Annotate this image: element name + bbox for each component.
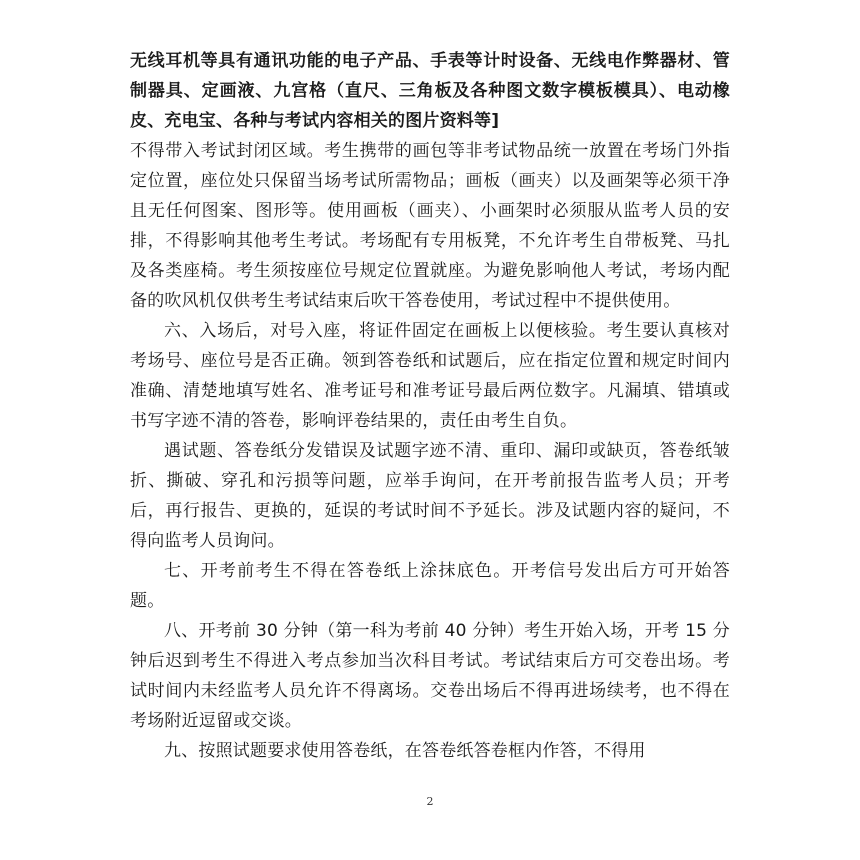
page-number: 2 [426,795,434,808]
prohibited-items-paragraph: 无线耳机等具有通讯功能的电子产品、手表等计时设备、无线电作弊器材、管制器具、定画液、九宫格（直尺、三角板及各种图文数字模板模具）、电动橡皮、充电宝、各种与考试内容相关的图片资料等] [130,51,730,131]
paragraph-section-9: 九、按照试题要求使用答卷纸，在答卷纸答卷框内作答，不得用 [164,741,646,761]
paragraph-section-8: 八、开考前 30 分钟（第一科为考前 40 分钟）考生开始入场，开考 15 分钟后迟到考生不得进入考点参加当次科目考试。考试结束后方可交卷出场。考试时间内未经监考人员允许不得离场。交卷出场后不得再进场续考，也不得在考场附近逗留或交谈。 [130,621,730,731]
paragraph-exam-area-rules: 不得带入考试封闭区域。考生携带的画包等非考试物品统一放置在考场门外指定位置，座位处只保留当场考试所需物品；画板（画夹）以及画架等必须干净且无任何图案、图形等。使用画板（画夹）、小画架时必须服从监考人员的安排，不得影响其他考生考试。考场配有专用板凳，不允许考生自带板凳、马扎及各类座椅。考生须按座位号规定位置就座。为避免影响他人考试，考场内配备的吹风机仅供考生考试结束后吹干答卷使用，考试过程中不提供使用。 [130,141,730,311]
paragraph-paper-issues: 遇试题、答卷纸分发错误及试题字迹不清、重印、漏印或缺页，答卷纸皱折、撕破、穿孔和污损等问题，应举手询问，在开考前报告监考人员；开考后，再行报告、更换的，延误的考试时间不予延长。涉及试题内容的疑问，不得向监考人员询问。 [130,441,730,551]
paragraph-section-7: 七、开考前考生不得在答卷纸上涂抹底色。开考信号发出后方可开始答题。 [130,561,730,611]
document-body [130,46,730,766]
paragraph-section-6: 六、入场后，对号入座，将证件固定在画板上以便核验。考生要认真核对考场号、座位号是否正确。领到答卷纸和试题后，应在指定位置和规定时间内准确、清楚地填写姓名、准考证号和准考证号最后两位数字。凡漏填、错填或书写字迹不清的答卷，影响评卷结果的，责任由考生自负。 [130,321,730,431]
